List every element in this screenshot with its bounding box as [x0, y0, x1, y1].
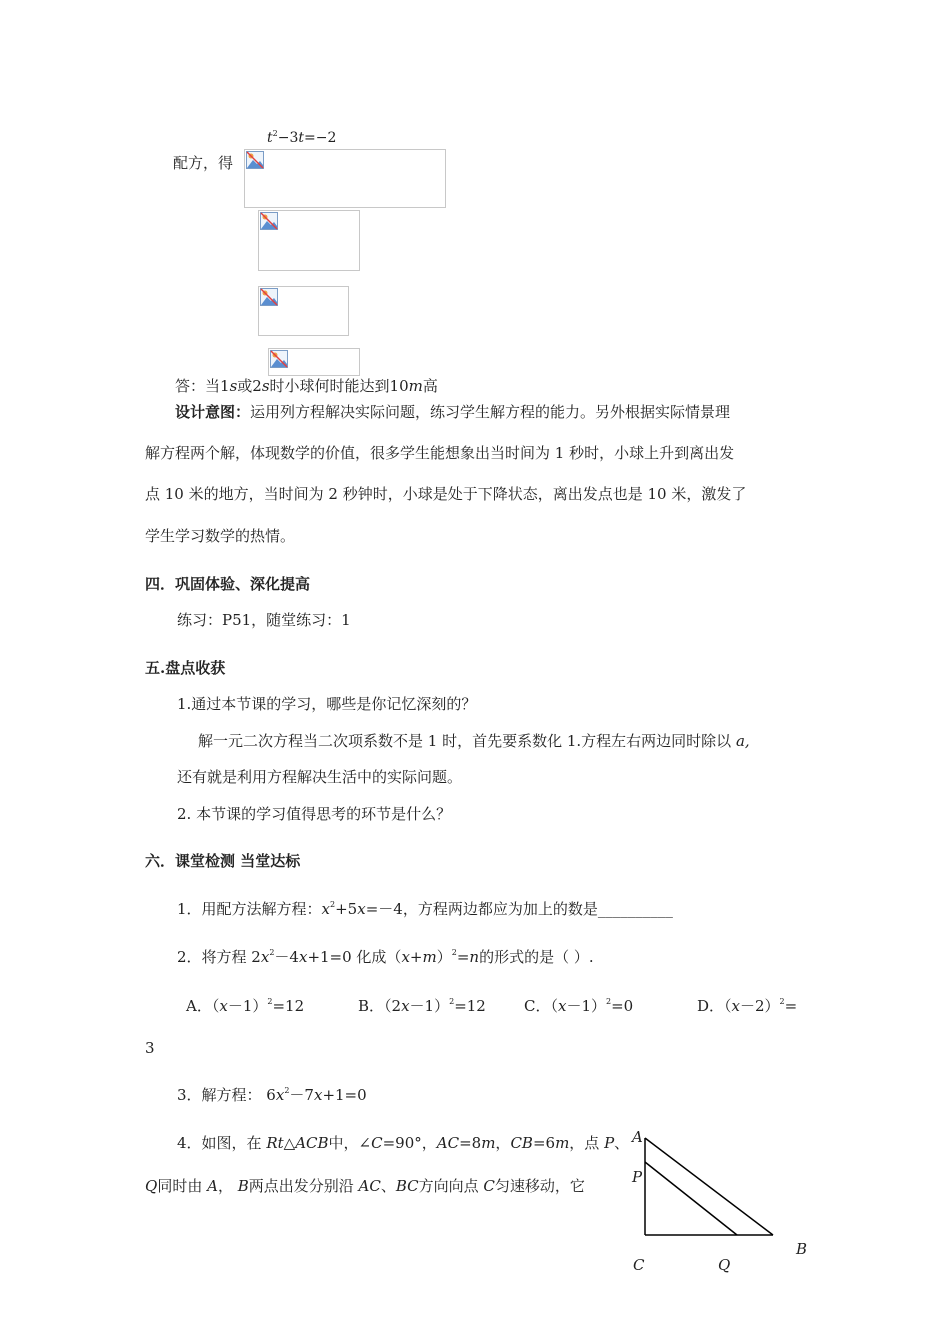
section-5-q2: 2. 本节课的学习值得思考的环节是什么？	[177, 805, 452, 823]
problem-4-line2: Q同时由 A， B两点出发分别沿 AC、BC方向向点 C匀速移动，它	[145, 1177, 585, 1195]
broken-image-icon	[260, 288, 278, 306]
section-5-a1-line1: 解一元二次方程当二次项系数不是 1 时，首先要系数化 1.方程左右两边同时除以 a,	[198, 732, 750, 750]
point-a-label: A	[632, 1128, 643, 1146]
point-b-label: B	[796, 1240, 808, 1258]
section-5-heading: 五.盘点收获	[145, 659, 226, 677]
triangle-figure	[620, 1125, 820, 1275]
broken-image-icon	[270, 350, 288, 368]
problem-3: 3．解方程： $6x^2-7x+1=0$	[177, 1086, 367, 1104]
equation-t: $t^2-3t=-2$	[267, 129, 337, 146]
point-c-label: C	[633, 1256, 645, 1274]
problem-4-line1: 4．如图，在 Rt△ACB中，∠C=90°，AC=8m，CB=6m，点 P、	[177, 1134, 630, 1152]
problem-2: 2．将方程 $2x^2-4x+1=0$ 化成$(x+m)^2=n$的形式的是（ ）.	[177, 948, 594, 966]
option-d-wrap: 3	[145, 1039, 155, 1057]
equation-image-4	[268, 348, 360, 376]
equation-image-2	[258, 210, 360, 271]
design-line-1: 设计意图：运用列方程解决实际问题，练习学生解方程的能力。另外根据实际情景理	[175, 403, 731, 421]
equation-image-3	[258, 286, 349, 336]
point-q-label: Q	[718, 1256, 731, 1274]
section-4-practice: 练习：P51，随堂练习：1	[177, 611, 351, 629]
side-ab	[645, 1138, 773, 1235]
option-a: A．$(x-1)^2=12$	[186, 997, 305, 1015]
design-line-2: 解方程两个解，体现数学的价值，很多学生能想象出当时间为 1 秒时，小球上升到离出发	[145, 444, 735, 462]
option-b: B．$(2x-1)^2=12$	[358, 997, 486, 1015]
answer-line: 答：当1s或2s时小球何时能达到10m高	[175, 377, 438, 395]
problem-1: 1．用配方法解方程：$x^2+5x=-4$，方程两边都应为加上的数是__________	[177, 900, 673, 918]
design-line-3: 点 10 米的地方，当时间为 2 秒钟时，小球是处于下降状态，离出发点也是 10 米，激发了	[145, 485, 747, 503]
option-d: D．$(x-2)^2=$	[697, 997, 798, 1015]
broken-image-icon	[246, 151, 264, 169]
section-4-heading: 四．巩固体验、深化提高	[145, 575, 311, 593]
design-label: 设计意图：	[175, 403, 251, 421]
broken-image-icon	[260, 212, 278, 230]
section-5-a1-line2: 还有就是利用方程解决生活中的实际问题。	[177, 768, 463, 786]
peifang-label: 配方，得	[173, 154, 234, 172]
design-line-4: 学生学习数学的热情。	[145, 527, 296, 545]
section-6-heading: 六．课堂检测 当堂达标	[145, 852, 301, 870]
point-p-label: P	[632, 1168, 643, 1186]
option-c: C．$(x-1)^2=0$	[524, 997, 634, 1015]
equation-image-1	[244, 149, 446, 208]
section-5-q1: 1.通过本节课的学习，哪些是你记忆深刻的？	[177, 695, 477, 713]
